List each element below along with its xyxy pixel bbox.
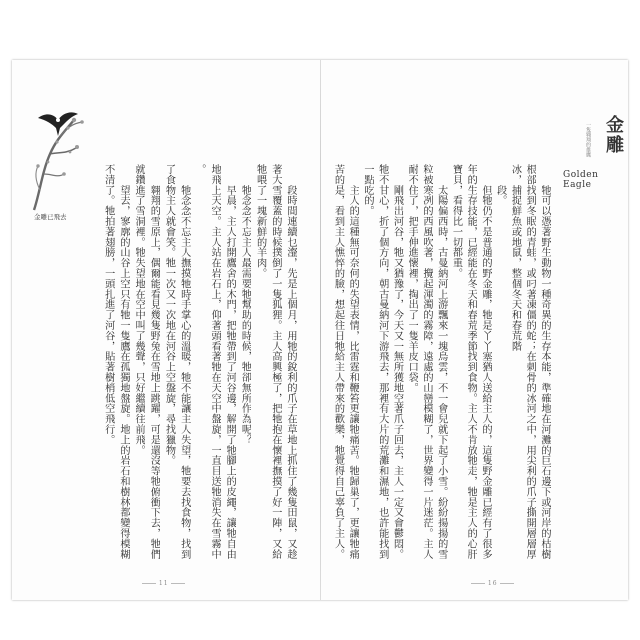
text-column: 耐不住了，把手伸進懷裡，掏出了一隻羊皮口袋。 [406, 164, 418, 393]
text-column: 著大雪覆蓋的時候撲倒了一隻狐狸。主人高興極了，把牠抱在懷裡撫摸了好一陣，又給 [269, 164, 281, 559]
text-column: 段。 [494, 164, 506, 206]
text-column: 不清了。牠拍著翅膀，一頭扎進了河谷，貼著樹梢低空飛行。 [102, 164, 114, 445]
text-column: 牠不甘心，折了個方向，朝古曼納河下游飛去，那裡有大片的荒灘和濕地，也許能找到 [376, 164, 388, 559]
text-column: 望去，寥廓的山谷上空只有牠一隻鷹在孤獨地盤旋。地上的岩石和樹林都變得模糊 [117, 164, 129, 559]
right-page [321, 60, 628, 600]
text-column: 牠喂了一塊新鮮的羊肉。 [254, 164, 266, 279]
text-column: 一點吃的。 [362, 164, 373, 216]
book-title: 金雕 [603, 115, 624, 155]
text-column: 剛飛出河谷，牠又猶豫了，今天又一無所獲地空著爪子回去，主人一定又會鬱悶。 [391, 164, 403, 559]
text-column: 段時間連續乜瀣，先是上個月，用牠的銳利的爪子在草地上抓住了幾隻田鼠，又趁 [285, 164, 296, 559]
text-column: 了食物主人就會笑。牠一次又一次地在河谷上空盤旋，尋找獵物。 [163, 164, 175, 466]
text-column: 主人的這種無可奈何的失望表情，比雷霆和鞭笞更讓牠痛苦。牠歸巢了，更讓牠痛 [347, 164, 359, 559]
text-column: 早晨，主人打開鷹舍的木門，把牠帶到了河谷邊，解開了牠腳上的皮繩，讓牠自由 [224, 164, 236, 559]
text-column: 年的生存技能，已經能在冬天和春荒季節找到食物。主人不肯放牠走，牠是主人的心肝 [465, 164, 477, 559]
page-number: 16 [471, 580, 514, 587]
text-column: 。 [193, 164, 205, 175]
text-column: 牠念念不忘主人撫摸牠時手掌心的溫暖，牠不能讓主人失望，牠要去找食物，找到 [178, 164, 190, 559]
eagle-illustration [36, 108, 80, 138]
text-column: 地飛上天空。主人站在岩石上，仰著頭看著牠在天空中盤旋，一直目送牠消失在雪霧中 [209, 164, 221, 559]
text-column: 但牠仍不是普通的野金雕，牠是丫丫塞猶人送給主人的，這隻野金雕已經有了很多 [480, 164, 491, 559]
text-column: 就鑽進了雪洞裡。牠失望地在空中叫了幾聲，只好繼續往前飛。 [133, 164, 145, 456]
running-header: 金雕已飛去 [34, 213, 67, 221]
text-column: 冰，捕捉鮮魚或地鼠，整個冬天和春荒階 [509, 164, 521, 352]
text-column: 牠可以憑著野生動物一種奇異的生存本能，準確地在河灘的巨石邊下或河岸的枯樹 [539, 164, 550, 559]
text-column: 牠念念不忘主人最需要牠幫助的時候，牠卻無所作為呢？ [239, 164, 251, 445]
right-text-block [331, 164, 551, 559]
text-column: 寶貝，看得比一切都重。 [450, 164, 462, 279]
book-title-english: Golden Eagle [563, 170, 599, 190]
book-subtitle: 一隻翱翔的雄鷹 [585, 122, 591, 157]
text-column: 苦的是，看到主人憔悴的臉，想起往日牠給主人帶來的歡樂，牠覺得自己辜負了主人。 [332, 164, 344, 559]
text-column: 根部找到冬眠的青蛙，或叼著凍僵的蛇；在刺骨的冰河之中，用尖利的爪子撕開層層厚 [524, 164, 536, 559]
left-text-block [22, 164, 297, 559]
text-column: 粒被寒冽的西風吹著，攪起渾濁的霧障，遠處的山巒模糊了，世界變得一片迷茫。主人 [421, 164, 432, 559]
text-column: 翱翔的雪原上，偶爾能看見幾隻野兔在雪地上跳躍，可是還沒等牠俯衝下去，牠們 [148, 164, 160, 559]
text-column: 太陽偏西時，古曼納河上游飄來一塊烏雲，不一會兒就下起了小雪。紛紛揚揚的雪 [435, 164, 447, 559]
page-number: 11 [142, 580, 185, 587]
